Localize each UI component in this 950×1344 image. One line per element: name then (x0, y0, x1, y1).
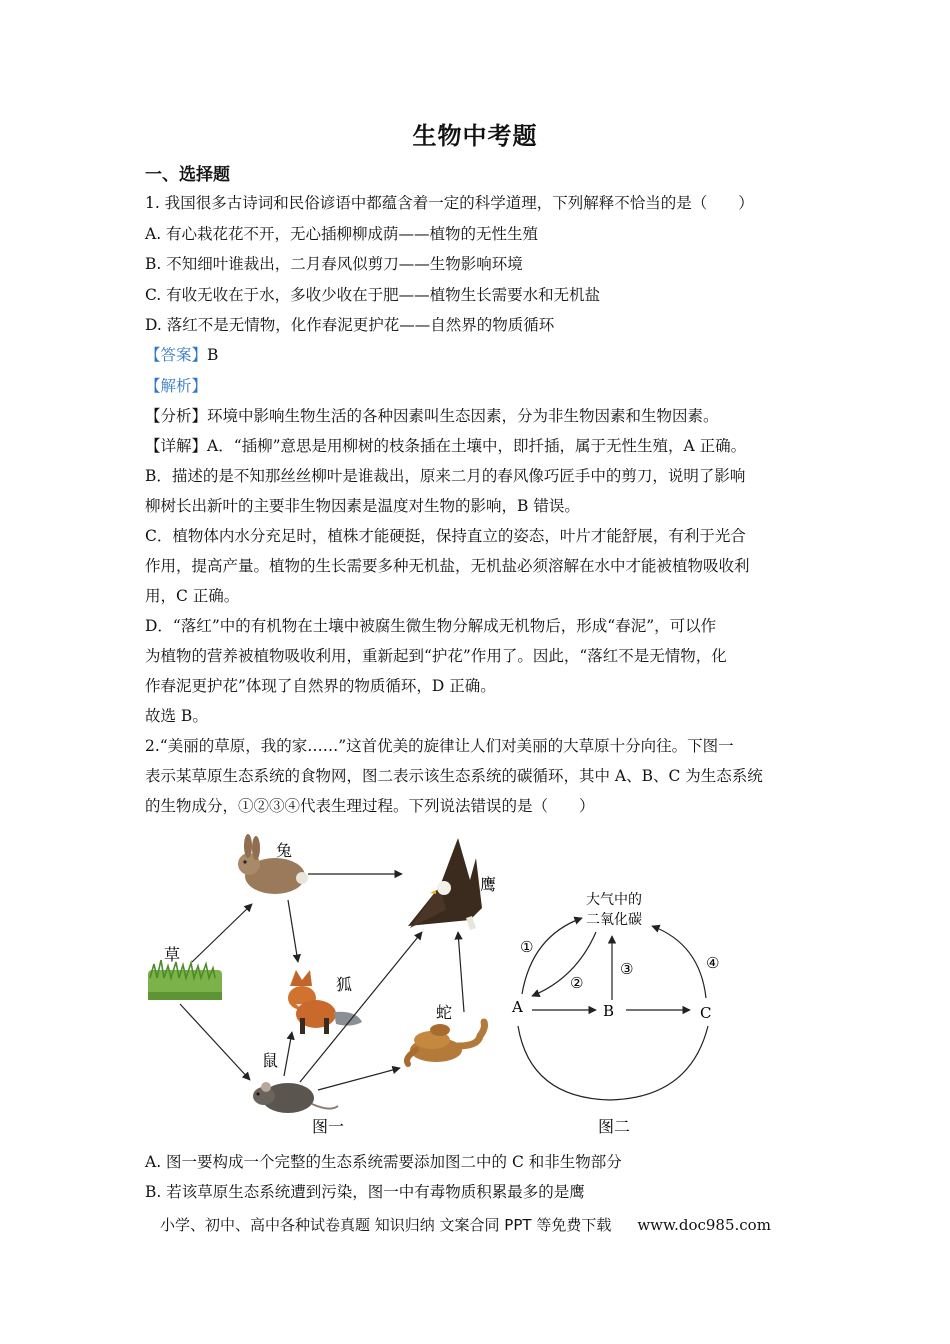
analysis-line: B．描述的是不知那丝丝柳叶是谁裁出，原来二月的春风像巧匠手中的剪刀，说明了影响 (145, 467, 746, 485)
rabbit-icon (238, 834, 308, 894)
q1-stem: 1. 我国很多古诗词和民俗谚语中都蕴含着一定的科学道理，下列解释不恰当的是（ ） (145, 194, 754, 212)
analysis-line: 用，C 正确。 (145, 587, 240, 605)
page-title: 生物中考题 (412, 121, 538, 150)
node-a: A (512, 998, 523, 1016)
process-2-label: ② (570, 974, 584, 992)
page-footer (160, 1214, 771, 1235)
mouse-label: 鼠 (262, 1051, 279, 1070)
q1-option-a: A. 有心栽花花不开，无心插柳柳成荫——植物的无性生殖 (145, 225, 539, 243)
section-heading: 一、选择题 (145, 165, 230, 185)
footer-site: www.doc985.com (637, 1216, 771, 1234)
analysis-line: C．植物体内水分充足时，植株才能硬挺，保持直立的姿态，叶片才能舒展，有利于光合 (145, 527, 746, 545)
node-c: C (700, 1004, 712, 1022)
analysis-line: 作用，提高产量。植物的生长需要多种无机盐，无机盐必须溶解在水中才能被植物吸收利 (145, 557, 750, 575)
atmosphere-label: 大气中的 (586, 892, 642, 908)
analysis-line: 作春泥更护花”体现了自然界的物质循环，D 正确。 (145, 677, 496, 695)
analysis-line: D．“落红”中的有机物在土壤中被腐生微生物分解成无机物后，形成“春泥”，可以作 (145, 617, 717, 635)
snake-label: 蛇 (436, 1003, 453, 1022)
grass-icon (148, 960, 222, 1000)
q1-option-b: B. 不知细叶谁裁出，二月春风似剪刀——生物影响环境 (145, 255, 523, 273)
figure1-caption: 图一 (312, 1117, 345, 1136)
rabbit-label: 兔 (276, 841, 293, 860)
answer-value: B (207, 346, 219, 364)
snake-icon (407, 1022, 485, 1064)
eagle-label: 鹰 (480, 875, 497, 894)
q2-stem-line: 2.“美丽的草原，我的家……”这首优美的旋律让人们对美丽的大草原十分向往。下图一 (145, 737, 734, 755)
process-4-label: ④ (706, 954, 720, 972)
analysis-tag: 【解析】 (145, 377, 208, 395)
q2-option-b: B. 若该草原生态系统遭到污染，图一中有毒物质积累最多的是鹰 (145, 1183, 585, 1201)
answer-tag: 【答案】 (145, 346, 208, 364)
node-b: B (603, 1002, 615, 1020)
mouse-icon (253, 1082, 338, 1113)
q1-answer (145, 345, 218, 365)
q2-stem-line: 表示某草原生态系统的食物网，图二表示该生态系统的碳循环，其中 A、B、C 为生态系统 (145, 767, 763, 785)
analysis-line: 【分析】环境中影响生物生活的各种因素叫生态因素，分为非生物因素和生物因素。 (145, 407, 719, 425)
figure-food-web-and-carbon-cycle (140, 828, 740, 1140)
process-3-label: ③ (620, 960, 634, 978)
q1-option-d: D. 落红不是无情物，化作春泥更护花——自然界的物质循环 (145, 316, 555, 334)
eagle-icon (408, 838, 482, 930)
q2-stem-line: 的生物成分，①②③④代表生理过程。下列说法错误的是（ ） (145, 797, 595, 815)
figure2-caption: 图二 (598, 1117, 631, 1136)
analysis-line: 故选 B。 (145, 707, 208, 725)
q2-option-a: A. 图一要构成一个完整的生态系统需要添加图二中的 C 和非生物部分 (145, 1153, 622, 1171)
fox-label: 狐 (336, 975, 353, 994)
analysis-line: 柳树长出新叶的主要非生物因素是温度对生物的影响，B 错误。 (145, 497, 580, 515)
food-web-diagram (148, 834, 496, 1136)
grass-label: 草 (164, 945, 181, 964)
analysis-line: 【详解】A．“插柳”意思是用柳树的枝条插在土壤中，即扦插，属于无性生殖，A 正确。 (145, 437, 747, 455)
process-1-label: ① (520, 938, 534, 956)
atmosphere-label: 二氧化碳 (586, 912, 642, 928)
q1-option-c: C. 有收无收在于水，多收少收在于肥——植物生长需要水和无机盐 (145, 286, 601, 304)
carbon-cycle-diagram (511, 891, 719, 1136)
footer-text: 小学、初中、高中各种试卷真题 知识归纳 文案合同 PPT 等免费下载 (160, 1216, 612, 1234)
analysis-line: 为植物的营养被植物吸收利用，重新起到“护花”作用了。因此，“落红不是无情物，化 (145, 647, 727, 665)
